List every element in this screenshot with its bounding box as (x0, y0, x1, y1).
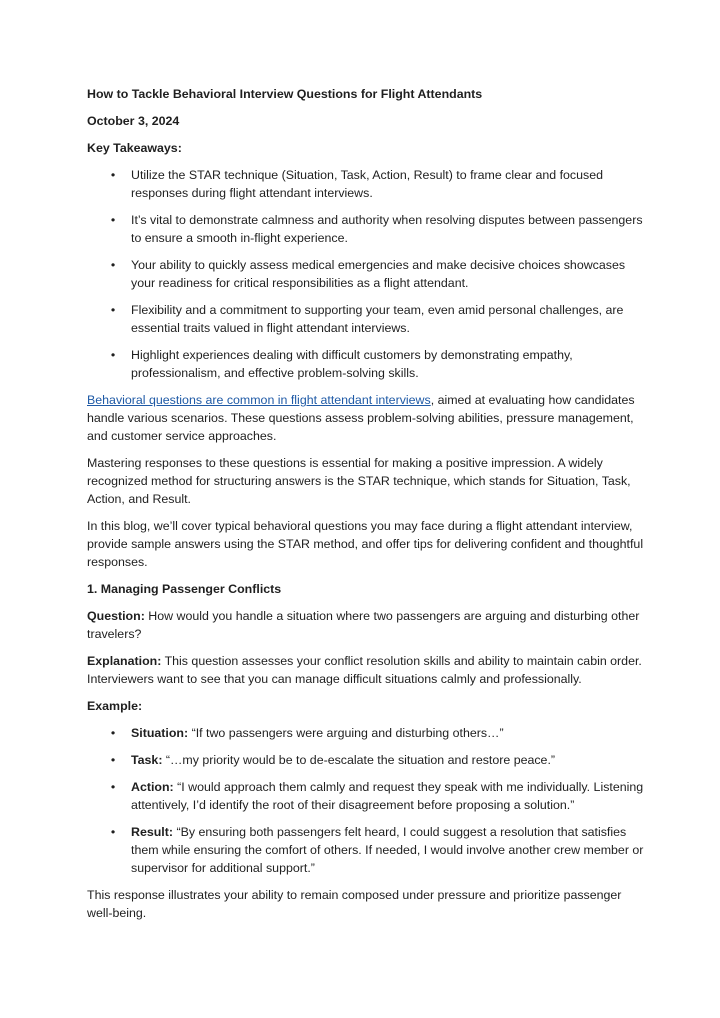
bullet-icon: • (110, 303, 116, 317)
bullet-icon: • (110, 825, 116, 839)
list-item (87, 778, 647, 814)
bullet-icon: • (110, 168, 116, 182)
blog-overview-paragraph: In this blog, we’ll cover typical behavioral questions you may face during a flight attendant interview, provide sample answers using the STAR method, and offer tips for delivering confident and thoughtful responses. (87, 519, 644, 569)
star-intro-paragraph: Mastering responses to these questions is essential for making a positive impression. A widely recognized method for structuring answers is the STAR technique, which stands for Situation, Task, Action, and Result. (87, 456, 631, 506)
star-label: Action: (131, 780, 174, 794)
star-text: “I would approach them calmly and request they speak with me individually. Listening attentively, I’d identify the root of their disagreement before proposing a solution.” (131, 780, 644, 812)
key-takeaways-heading: Key Takeaways: (87, 141, 182, 155)
intro-paragraph (87, 391, 647, 445)
list-item (87, 346, 647, 382)
bullet-icon: • (110, 726, 116, 740)
takeaway-text: It’s vital to demonstrate calmness and authority when resolving disputes between passengers to ensure a smooth in-flight experience. (131, 213, 643, 245)
star-label: Task: (131, 753, 163, 767)
list-item (87, 256, 647, 292)
explanation-label: Explanation: (87, 654, 162, 668)
question-paragraph (87, 607, 647, 643)
bullet-icon: • (110, 753, 116, 767)
section-heading-conflicts: 1. Managing Passenger Conflicts (87, 582, 282, 596)
document-title: How to Tackle Behavioral Interview Questions for Flight Attendants (87, 87, 483, 101)
star-text: “If two passengers were arguing and disturbing others…” (188, 726, 504, 740)
explanation-paragraph (87, 652, 647, 688)
key-takeaways-list (87, 166, 647, 382)
document-page (87, 85, 647, 931)
question-text: How would you handle a situation where two passengers are arguing and disturbing other travelers? (87, 609, 640, 641)
star-label: Result: (131, 825, 173, 839)
list-item (87, 823, 647, 877)
star-text: “By ensuring both passengers felt heard, I could suggest a resolution that satisfies them while ensuring the comfort of others. If needed, I would involve another crew member or supervisor for additional support.” (131, 825, 644, 875)
document-date: October 3, 2024 (87, 114, 180, 128)
takeaway-text: Utilize the STAR technique (Situation, Task, Action, Result) to frame clear and focused responses during flight attendant interviews. (131, 168, 603, 200)
star-label: Situation: (131, 726, 189, 740)
closing-paragraph: This response illustrates your ability to remain composed under pressure and prioritize passenger well-being. (87, 888, 622, 920)
example-label: Example: (87, 699, 143, 713)
takeaway-text: Highlight experiences dealing with difficult customers by demonstrating empathy, professionalism, and effective problem-solving skills. (131, 348, 573, 380)
star-text: “…my priority would be to de-escalate the situation and restore peace.” (162, 753, 556, 767)
explanation-text: This question assesses your conflict resolution skills and ability to maintain cabin order. Interviewers want to see that you can manage difficult situations calmly and professionally. (87, 654, 642, 686)
behavioral-questions-link[interactable]: Behavioral questions are common in flight attendant interviews (87, 393, 431, 407)
question-label: Question: (87, 609, 145, 623)
star-example-list (87, 724, 647, 877)
takeaway-text: Flexibility and a commitment to supporting your team, even amid personal challenges, are essential traits valued in flight attendant interviews. (131, 303, 624, 335)
list-item (87, 166, 647, 202)
bullet-icon: • (110, 780, 116, 794)
list-item (87, 211, 647, 247)
intro-rest-text: , aimed at evaluating how candidates handle various scenarios. These questions assess problem-solving abilities, pressure management, and customer service approaches. (87, 393, 635, 443)
bullet-icon: • (110, 258, 116, 272)
bullet-icon: • (110, 213, 116, 227)
list-item (87, 301, 647, 337)
takeaway-text: Your ability to quickly assess medical emergencies and make decisive choices showcases your readiness for critical responsibilities as a flight attendant. (131, 258, 626, 290)
bullet-icon: • (110, 348, 116, 362)
list-item (87, 751, 647, 769)
list-item (87, 724, 647, 742)
